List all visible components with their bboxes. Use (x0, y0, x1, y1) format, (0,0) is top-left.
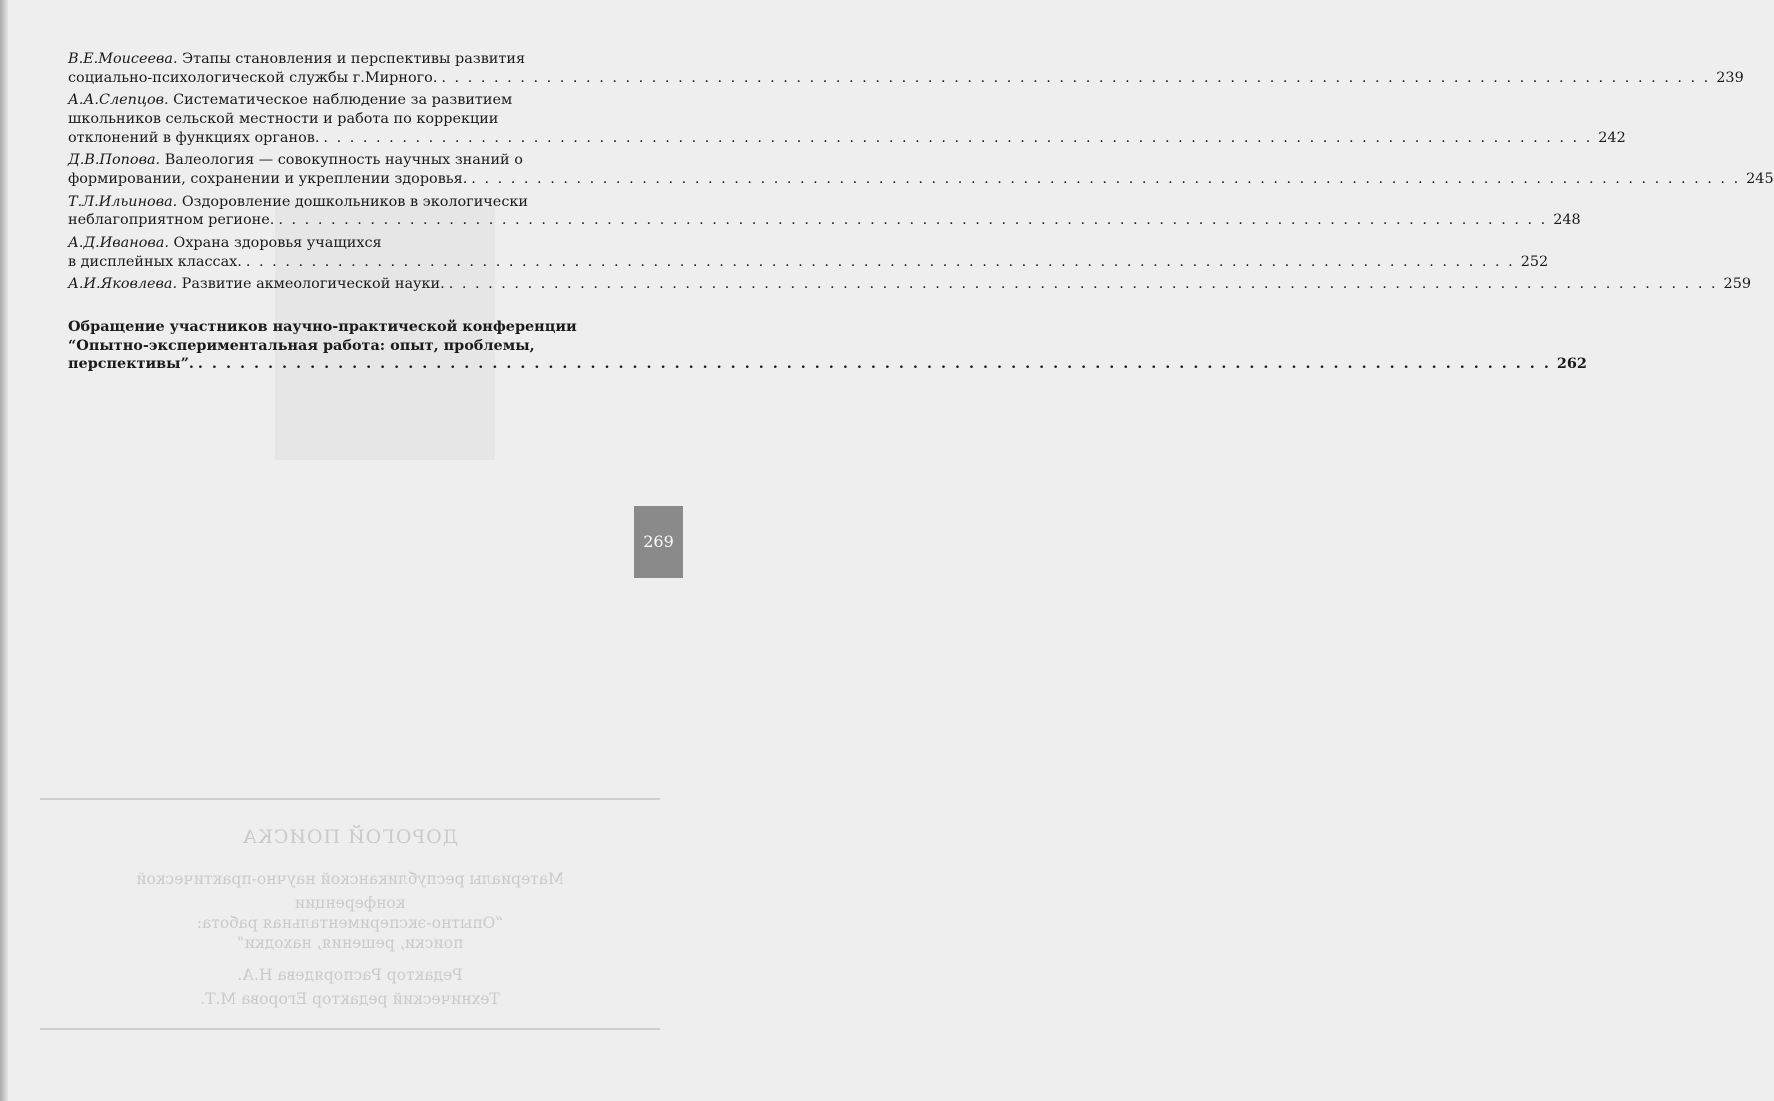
toc-entry (68, 151, 1774, 188)
toc-entry-text (68, 275, 445, 294)
toc-title-line: Обращение участников научно-практической конференции (68, 318, 577, 336)
dot-leader (242, 253, 1515, 272)
toc-page-number: 239 (1716, 69, 1744, 86)
toc-title-line: социально-психологической службы г.Мирного. (68, 69, 438, 86)
toc-title-line: Охрана здоровья учащихся (173, 235, 382, 252)
toc-page-number: 262 (1556, 355, 1587, 373)
toc-author: Т.Л.Ильинова. (68, 193, 178, 210)
toc-entry-first-line (68, 151, 580, 170)
bleed-through-line: конференции (294, 894, 406, 912)
toc-entry (68, 234, 1549, 271)
toc-entry-first-line (68, 91, 580, 110)
toc-entry-last-line (68, 170, 1774, 189)
toc-title-line: Этапы становления и перспективы развития (182, 51, 526, 67)
toc-appeal-entry (68, 318, 1587, 374)
toc-author: А.Д.Иванова. (68, 235, 169, 252)
page-shadow-edge (0, 0, 8, 1101)
toc-title-line: неблагоприятном регионе. (68, 212, 275, 229)
dot-leader (274, 211, 1547, 230)
toc-title-line: Развитие акмеологической науки. (181, 276, 445, 293)
bleed-through-title: ДОРОГОЙ ПОИСКА (241, 826, 459, 848)
bleed-through-line: поиски, решения, находки” (236, 934, 464, 952)
toc-entry-first-line (68, 234, 580, 253)
toc-title-line: отклонений в функциях органов. (68, 129, 320, 146)
toc-entry-first-line (68, 193, 580, 212)
toc-title-line: Валеология — совокупность научных знаний о (164, 152, 523, 169)
toc-author: Д.В.Попова. (68, 152, 161, 169)
toc-page-number: 252 (1520, 253, 1549, 270)
section-spacer (68, 298, 580, 318)
bleed-through-line: Редактор Распорядева Н.А. (237, 966, 463, 984)
toc-author: А.А.Слепцов. (68, 92, 169, 109)
toc-page-number: 242 (1598, 129, 1626, 146)
dot-leader (319, 129, 1592, 148)
dot-leader (437, 69, 1710, 88)
toc-author: В.Е.Моисеева. (68, 51, 178, 67)
toc-page-number: 248 (1553, 212, 1581, 229)
toc-author: А.И.Яковлева. (68, 276, 178, 293)
toc-title-line: Оздоровление дошкольников в экологически (181, 193, 528, 210)
toc-entry-last-line (68, 253, 1549, 272)
toc-title-line: в дисплейных классах. (68, 253, 242, 270)
toc-title-line: перспективы”. (68, 355, 194, 373)
page-number-tab: 269 (634, 506, 683, 578)
toc-entry (68, 275, 1752, 294)
dot-leader (194, 355, 1551, 374)
toc-entry (68, 193, 1581, 230)
toc-entry-first-line (68, 50, 580, 69)
toc-entry-last-line (68, 275, 1752, 294)
toc-entry-last-line (68, 69, 1744, 88)
toc-entry (68, 50, 1744, 87)
table-of-contents (68, 50, 1774, 378)
toc-entry-last-line (68, 355, 1587, 374)
toc-entry-last-line (68, 211, 1581, 230)
bleed-through-line: Материалы республиканской научно-практической (136, 870, 564, 888)
toc-page-number: 245 (1746, 170, 1774, 187)
bleed-through-line: “Опытно-экспериментальная работа: (196, 914, 504, 932)
toc-title-line: формировании, сохранении и укреплении здоровья. (68, 170, 468, 187)
toc-title-line: школьников сельской местности и работа по коррекции (68, 110, 499, 127)
bleed-through-line: Технический редактор Егорова М.Т. (200, 990, 500, 1008)
toc-page-number: 259 (1723, 276, 1752, 293)
toc-title-line: “Опытно-экспериментальная работа: опыт, проблемы, (68, 336, 535, 354)
toc-title-line: Систематическое наблюдение за развитием (173, 92, 513, 109)
bleed-through-rule (40, 1028, 660, 1030)
toc-entry-last-line (68, 129, 1626, 148)
toc-entry (68, 91, 1626, 147)
bleed-through-rule (40, 798, 660, 800)
dot-leader (445, 275, 1718, 294)
dot-leader (467, 170, 1740, 189)
